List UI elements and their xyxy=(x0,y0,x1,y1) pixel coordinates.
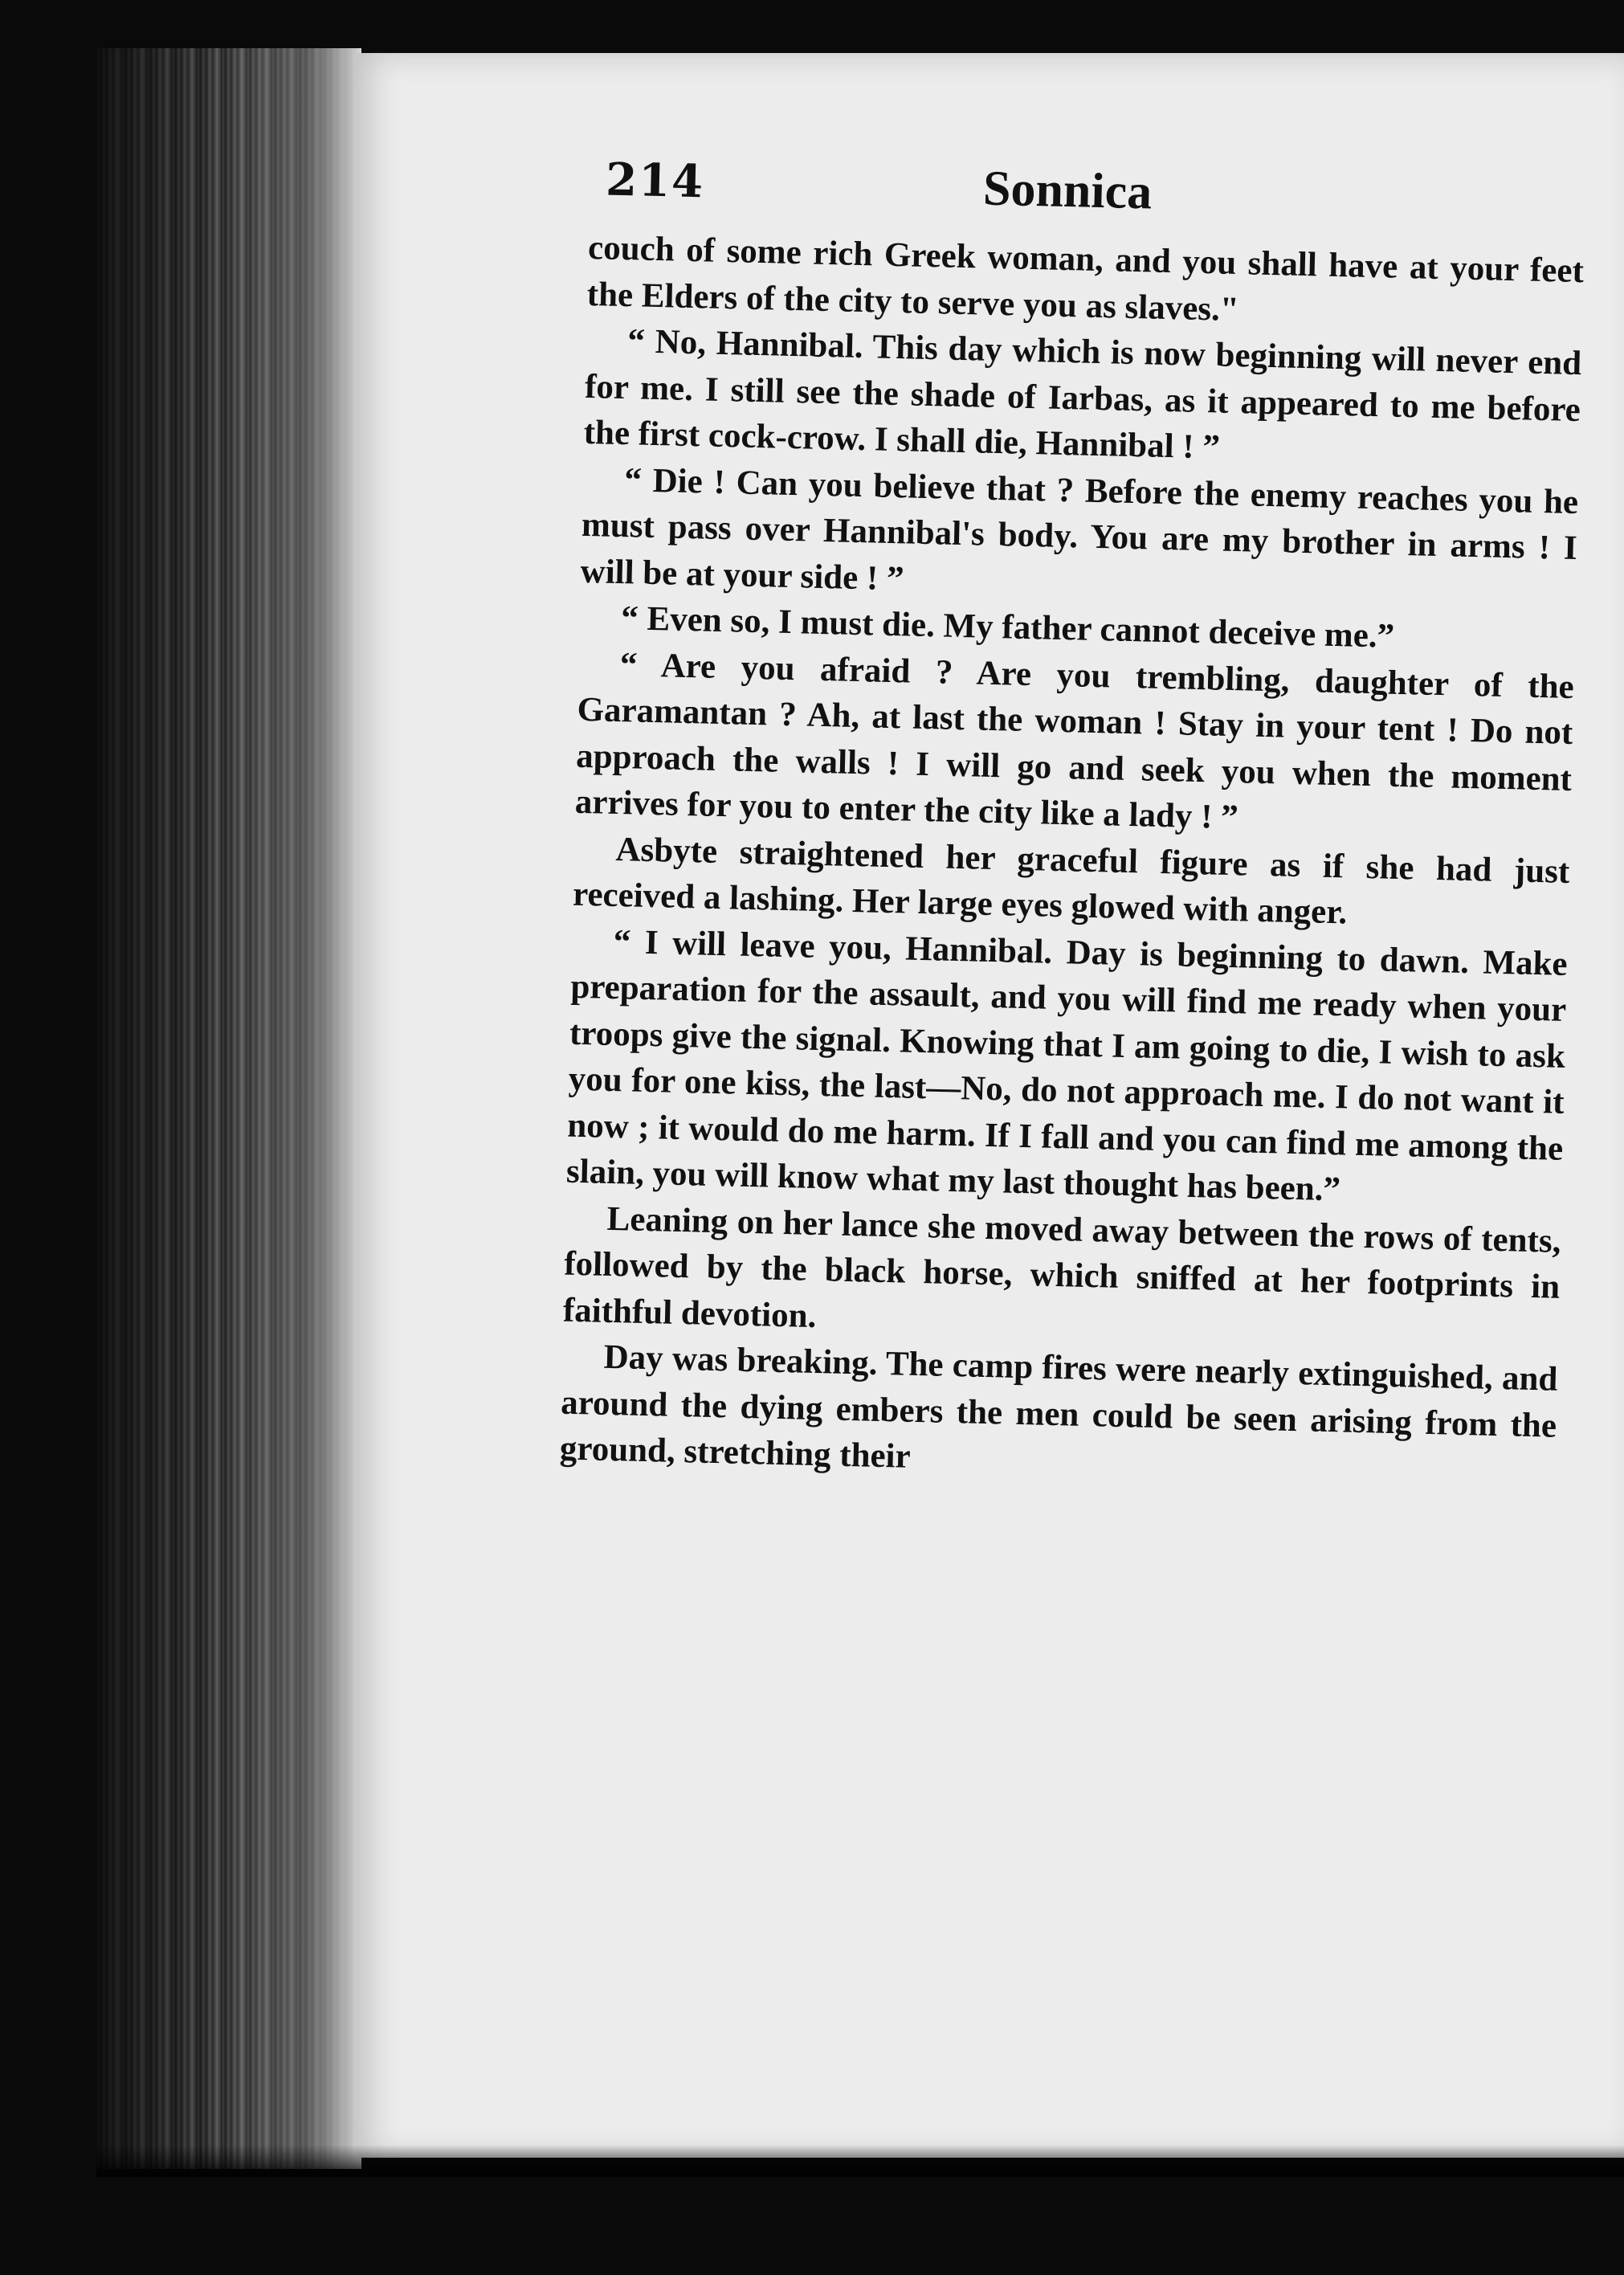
paragraph: Day was breaking. The camp fires were nearly extinguished, and around the dying embers the men could be seen arising from the ground, stretching their xyxy=(559,1338,1558,1476)
body-text xyxy=(559,225,1584,1495)
paragraph: “ No, Hannibal. This day which is now beginning will never end for me. I still see the shade of Iarbas, as it appeared to me before the first cock-crow. I shall die, Hannibal ! ” xyxy=(583,322,1582,467)
paragraph: Leaning on her lance she moved away between the rows of tents, followed by the black horse, which sniffed at her footprints in faithful devotion. xyxy=(562,1199,1561,1335)
paragraph: Asbyte straightened her graceful figure as if she had just received a lashing. Her large eyes glowed with anger. xyxy=(572,830,1570,932)
paragraph: “ I will leave you, Hannibal. Day is beginning to dawn. Make preparation for the assault, and you will find me ready when your troops give the signal. Knowing that I am going to die, I wish to ask you for one kiss, the last—No, do not approach me. I do not want it now ; it would do me harm. If I fall and you can find me among the slain, you will know what my last thought has been.” xyxy=(565,922,1569,1209)
paragraph: “ Die ! Can you believe that ? Before the enemy reaches you he must pass over Hannibal's body. You are my brother in arms ! I will be at your side ! ” xyxy=(580,460,1579,598)
page-bottom-shadow xyxy=(96,2145,1624,2177)
paragraph: “ Are you afraid ? Are you trembling, daughter of the Garamantan ? Ah, at last the woman ! Stay in your tent ! Do not approach the walls ! I will go and seek you when the moment arrives for you to enter the city like a lady ! ” xyxy=(574,645,1575,837)
page-number: 214 xyxy=(605,153,705,209)
page-edge-shading xyxy=(96,48,361,2169)
paragraph: “ Even so, I must die. My father cannot deceive me.” xyxy=(620,599,1395,656)
paragraph: couch of some rich Greek woman, and you shall have at your feet the Elders of the city to serve you as slaves." xyxy=(586,228,1585,329)
running-title: Sonnica xyxy=(982,161,1153,220)
page-text-block xyxy=(559,153,1585,1495)
